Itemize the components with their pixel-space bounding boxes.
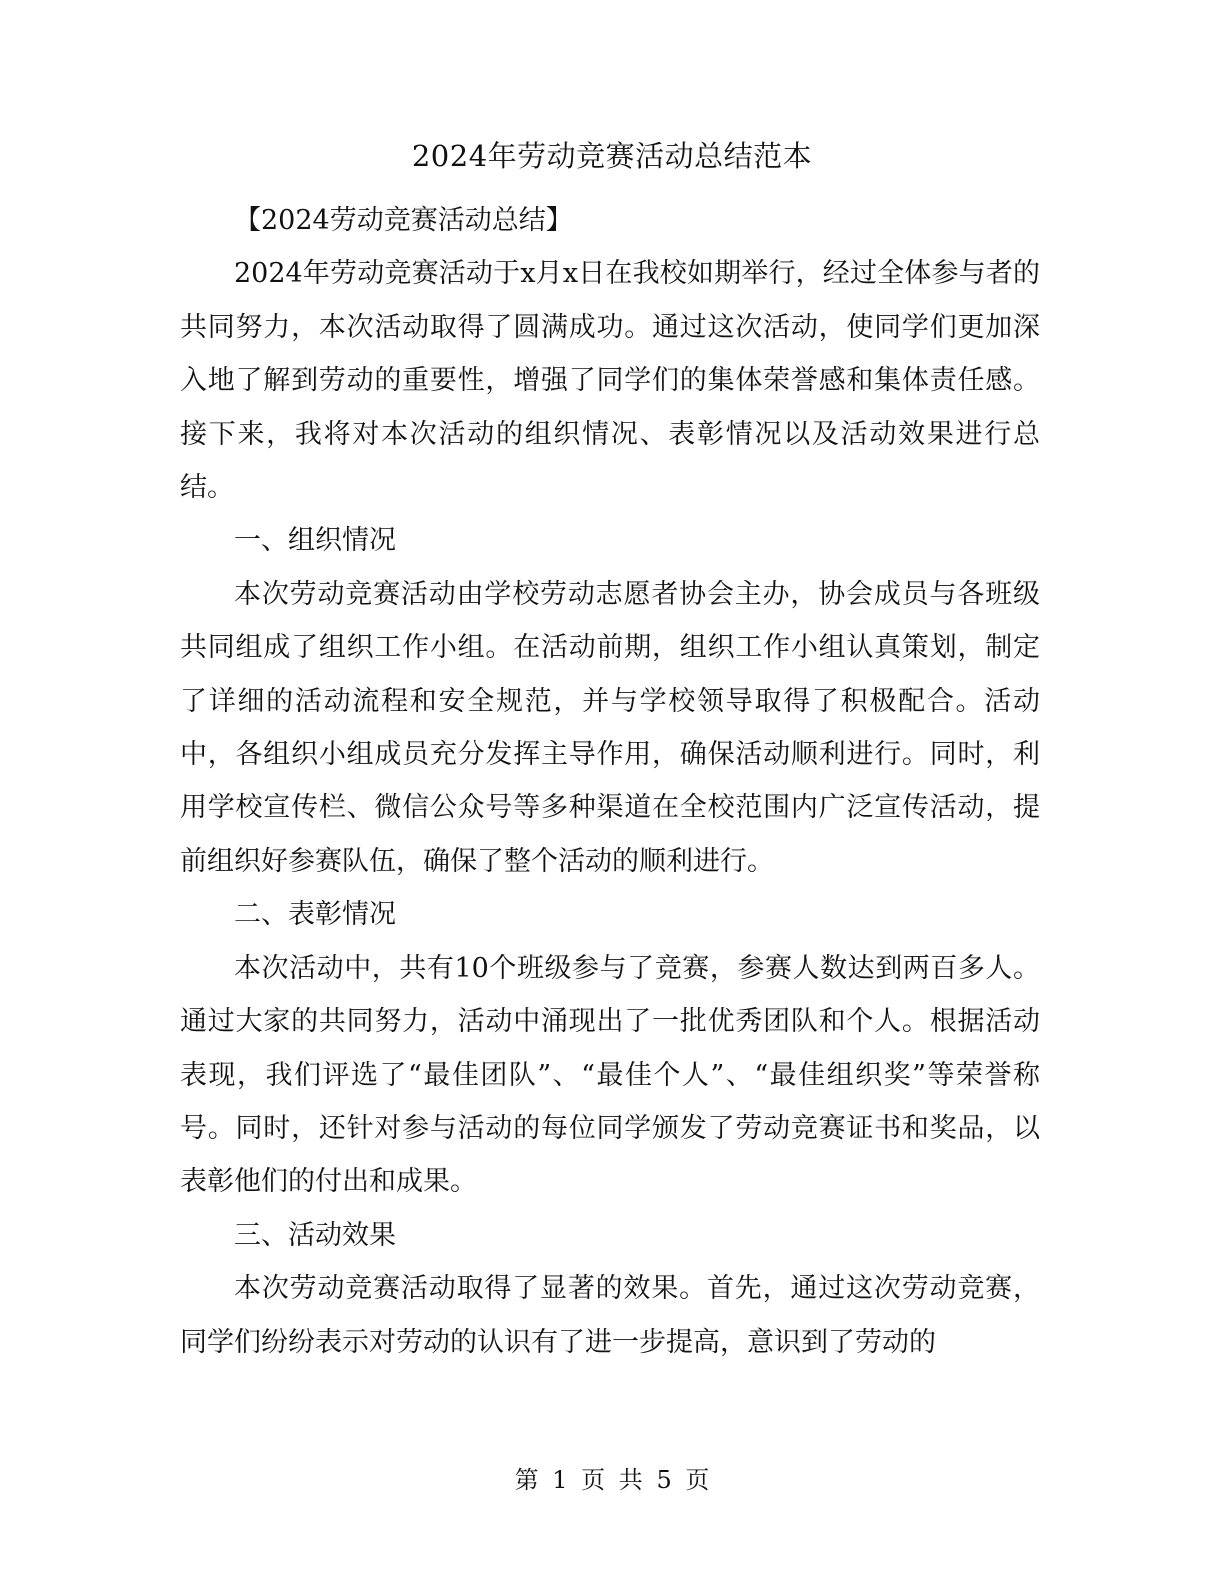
document-body [180,194,1040,1369]
section-heading-summary: 【2024劳动竞赛活动总结】 [234,205,573,236]
section-heading-organization: 一、组织情况 [234,525,396,557]
intro-paragraph: 2024年劳动竞赛活动于x月x日在我校如期举行，经过全体参与者的共同努力，本次活动取得了圆满成功。通过这次活动，使同学们更加深入地了解到劳动的重要性，增强了同学们的集体荣誉感和集体责任感。接下来，我将对本次活动的组织情况、表彰情况以及活动效果进行总结。 [180,258,1040,504]
section-heading-commendation: 二、表彰情况 [234,899,396,931]
page-number-footer: 第 1 页 共 5 页 [514,1466,710,1494]
document-title: 2024年劳动竞赛活动总结范本 [411,139,813,173]
organization-paragraph: 本次劳动竞赛活动由学校劳动志愿者协会主办，协会成员与各班级共同组成了组织工作小组。在活动前期，组织工作小组认真策划，制定了详细的活动流程和安全规范，并与学校领导取得了积极配合。活动中，各组织小组成员充分发挥主导作用，确保活动顺利进行。同时，利用学校宣传栏、微信公众号等多种渠道在全校范围内广泛宣传活动，提前组织好参赛队伍，确保了整个活动的顺利进行。 [180,578,1040,877]
section-heading-effect: 三、活动效果 [234,1219,396,1251]
effect-paragraph: 本次劳动竞赛活动取得了显著的效果。首先，通过这次劳动竞赛，同学们纷纷表示对劳动的认识有了进一步提高，意识到了劳动的 [180,1273,1040,1358]
commendation-paragraph: 本次活动中，共有10个班级参与了竞赛，参赛人数达到两百多人。通过大家的共同努力，活动中涌现出了一批优秀团队和个人。根据活动表现，我们评选了“最佳团队”、“最佳个人”、“最佳组织奖”等荣誉称号。同时，还针对参与活动的每位同学颁发了劳动竞赛证书和奖品，以表彰他们的付出和成果。 [180,952,1040,1198]
